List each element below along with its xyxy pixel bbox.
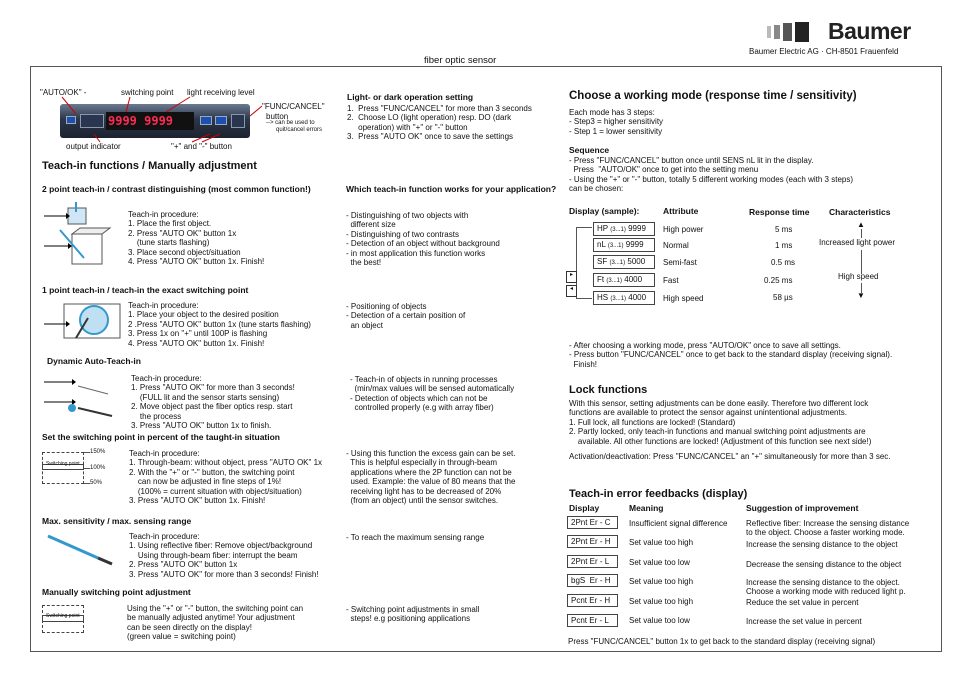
errors-col-meaning: Meaning [629,503,664,513]
label-light-level: light receiving level [187,88,255,97]
s1-title: 2 point teach-in / contrast distinguishing (most common function!) [42,184,311,194]
s2-procedure: Teach-in procedure: 1. Place your object to the desired position 2 .Press "AUTO OK" button 1x (tune starts flashing) 3. Press 1x on "+" until 100P is flashing 4. Press "AUTO OK" button 1x. Finish! [128,301,311,348]
s4-procedure: Teach-in procedure: 1. Through-beam: without object, press "AUTO OK" 1x 2. With the "+" or "-" button, the switching point can now be adjusted in fine steps of 1%! (100% = current situation with object/situation) 3. Press "AUTO OK" button 1x. Finish! [129,449,323,506]
lock-title: Lock functions [569,384,648,396]
mode-row-3-attr: Fast [663,276,679,285]
mode-row-2-resp: 0.5 ms [771,258,796,267]
s5-title: Max. sensitivity / max. sensing range [42,516,192,526]
s3-application: - Teach-in of objects in running processes (min/max values will be sensed automatically - Detection of objects which can not be controlled properly (e.g with array fiber) [350,375,515,413]
mode-col-resp: Response time [749,207,810,217]
error-row-1-meaning: Set value too high [629,538,694,547]
two-point-teach-icon [42,200,112,270]
one-point-teach-icon [42,298,122,344]
s4-title: Set the switching point in percent of the taught-in situation [42,432,280,442]
mode-col-char: Characteristics [829,207,891,217]
error-row-3-sugg: Increase the sensing distance to the object. Choose a working mode with reduced light p. [746,578,906,597]
mode-row-0-display: HP (3...1) 9999 [593,222,655,236]
mode-sequence: - Press "FUNC/CANCEL" button once until SENS nL lit in the display. Press "AUTO/OK" once to get into the setting menu - Using the "+" or "-" button, totally 5 different working modes (each with 3 steps) can be chosen: [569,156,854,194]
s4-p50: 50% [90,480,103,486]
mode-seq-title: Sequence [569,145,610,155]
errors-col-display: Display [569,503,600,513]
error-row-3-meaning: Set value too high [629,577,694,586]
s3-title: Dynamic Auto-Teach-in [47,356,141,366]
error-row-0-meaning: Insufficient signal difference [629,519,728,528]
errors-footer: Press "FUNC/CANCEL" button 1x to get back to the standard display (receiving signal) [568,637,876,646]
s4-p100: 100% [90,465,106,471]
s5-application: - To reach the maximum sensing range [346,533,485,542]
light-dark-steps: 1. Press "FUNC/CANCEL" for more than 3 seconds 2. Choose LO (light operation) resp. DO (dark operation) with "+" or "-" button 3. Press "AUTO OK" once to save the settings [347,104,532,142]
brand-name: Baumer [828,18,911,44]
s3-procedure: Teach-in procedure: 1. Press "AUTO OK" for more than 3 seconds! (FULL lit and the sensor starts sensing) 2. Move object past the fiber optics resp. start the process 3. Press "AUTO OK" button 1x to finish. [131,374,295,431]
mode-row-4-attr: High speed [663,294,704,303]
lock-activation: Activation/deactivation: Press "FUNC/CANCEL" an "+" simultaneously for more than 3 sec. [569,452,891,461]
lock-text: With this sensor, setting adjustments can be done easily. Therefore two different lock functions are available to protect the sensor against unintentional adjustments. 1. Full lock, all functions are locked! (Standard) 2. Partly locked, only teach-in functions and manual switching point adjustments are available. All other functions are locked! (Adjustment of this function see next side!) [569,399,872,446]
mode-title: Choose a working mode (response time / sensitivity) [569,90,857,102]
mode-row-4-resp: 58 µs [773,293,793,302]
s6-procedure: Using the "+" or "-" button, the switching point can be manually adjusted anytime! Your adjustment can be seen directly on the display! (green value = switching point) [127,604,304,642]
s1-procedure: Teach-in procedure: 1. Place the first object. 2. Press "AUTO OK" button 1x (tune starts flashing) 3. Place second object/situation 4. Press "AUTO OK" button 1x. Finish! [128,210,265,267]
mode-row-1-resp: 1 ms [775,241,793,250]
error-row-1-code: 2Pnt Er - H [567,535,618,548]
error-row-2-code: 2Pnt Er - L [567,555,618,568]
error-row-4-sugg: Reduce the set value in percent [746,598,859,607]
mode-after: - After choosing a working mode, press "AUTO/OK" once to save all settings. - Press button "FUNC/CANCEL" once to get back to the standard display (receiving signal). Finish! [569,341,893,369]
s1-application: - Distinguishing of two objects with different size - Distinguishing of two contrasts - Detection of an object without background - in most application this function works the best! [346,211,500,268]
device-display-value: 9999 9999 [108,114,174,128]
mode-col-attr: Attribute [663,206,699,216]
mode-row-3-resp: 0.25 ms [764,276,793,285]
light-dark-title: Light- or dark operation setting [347,92,474,102]
mode-icon-a: ▸ [566,271,577,283]
s6-title: Manually switching point adjustment [42,587,191,597]
error-row-5-code: Pcnt Er - L [567,614,618,627]
error-row-1-sugg: Increase the sensing distance to the object [746,540,898,549]
s2-application: - Positioning of objects - Detection of a certain position of an object [346,302,466,330]
s4-switching-point: Switching point [46,461,80,467]
s2-title: 1 point teach-in / teach-in the exact switching point [42,285,249,295]
mode-row-4-display: HS (3...1) 4000 [593,291,655,305]
brand-logo-bars [767,22,823,42]
error-row-4-code: Pcnt Er - H [567,594,618,607]
s6-switching-point: Switching point [46,613,80,619]
arrow-down-icon: ▼ [857,291,865,300]
dynamic-teach-icon [42,372,122,420]
mode-row-2-attr: Semi-fast [663,258,697,267]
error-row-3-code: bgS Er - H [567,574,618,587]
s6-application: - Switching point adjustments in small steps! e.g positioning applications [346,605,480,624]
document-title: fiber optic sensor [424,55,497,66]
brand-subline: Baumer Electric AG · CH-8501 Frauenfeld [749,47,899,56]
error-row-0-code: 2Pnt Er - C [567,516,618,529]
error-row-2-sugg: Decrease the sensing distance to the object [746,560,902,569]
mode-row-3-display: Ft (3...1) 4000 [593,273,655,287]
error-row-5-sugg: Increase the set value in percent [746,617,862,626]
max-sensitivity-icon [42,528,122,572]
mode-char-down: High speed [838,272,879,281]
label-plus-minus: "+" and "-" button [171,142,232,151]
arrow-up-icon: ▲ [857,220,865,229]
mode-row-0-attr: High power [663,225,704,234]
label-func-note: --> can be used to quit/cancel errors [266,120,323,134]
label-switching-point: switching point [121,88,174,97]
label-func-button: button [266,112,289,121]
mode-row-1-display: nL (3...1) 9999 [593,238,655,252]
errors-col-sugg: Suggestion of improvement [746,503,859,513]
mode-icon-b: ◂ [566,285,577,297]
s4-application: - Using this function the excess gain can be set. This is helpful especially in through-beam applications where the 2P function can not be used. Example: the value of 80 means that the receiving light has to be decreased of 20% (from an object) until the sensor switches. [346,449,516,506]
error-row-0-sugg: Reflective fiber: Increase the sensing distance to the object. Choose a faster working mode. [746,519,910,538]
mode-row-2-display: SF (3...1) 5000 [593,255,655,269]
mode-row-0-resp: 5 ms [775,225,793,234]
label-auto-ok: "AUTO/OK" - [40,88,87,97]
teach-title: Teach-in functions / Manually adjustment [42,160,257,172]
s5-procedure: Teach-in procedure: 1. Using reflective fiber: Remove object/background Using through-beam fiber: interrupt the beam 2. Press "AUTO OK" button 1x 3. Press "AUTO OK" for more than 3 seconds! Finish! [129,532,319,579]
error-row-5-meaning: Set value too low [629,616,690,625]
s4-p150: 150% [90,449,106,455]
errors-title: Teach-in error feedbacks (display) [569,488,748,500]
mode-intro: Each mode has 3 steps: - Step3 = higher sensitivity - Step 1 = lower sensitivity [569,108,664,136]
device-leader-lines [40,92,280,148]
mode-row-1-attr: Normal [663,241,689,250]
label-output-indicator: output indicator [66,142,121,151]
error-row-2-meaning: Set value too low [629,558,690,567]
mode-col-display: Display (sample): [569,206,640,216]
error-row-4-meaning: Set value too high [629,597,694,606]
mode-char-up: Increased light power [819,238,896,247]
which-title: Which teach-in function works for your application? [346,184,557,194]
label-func-cancel: "FUNC/CANCEL" [262,102,325,111]
